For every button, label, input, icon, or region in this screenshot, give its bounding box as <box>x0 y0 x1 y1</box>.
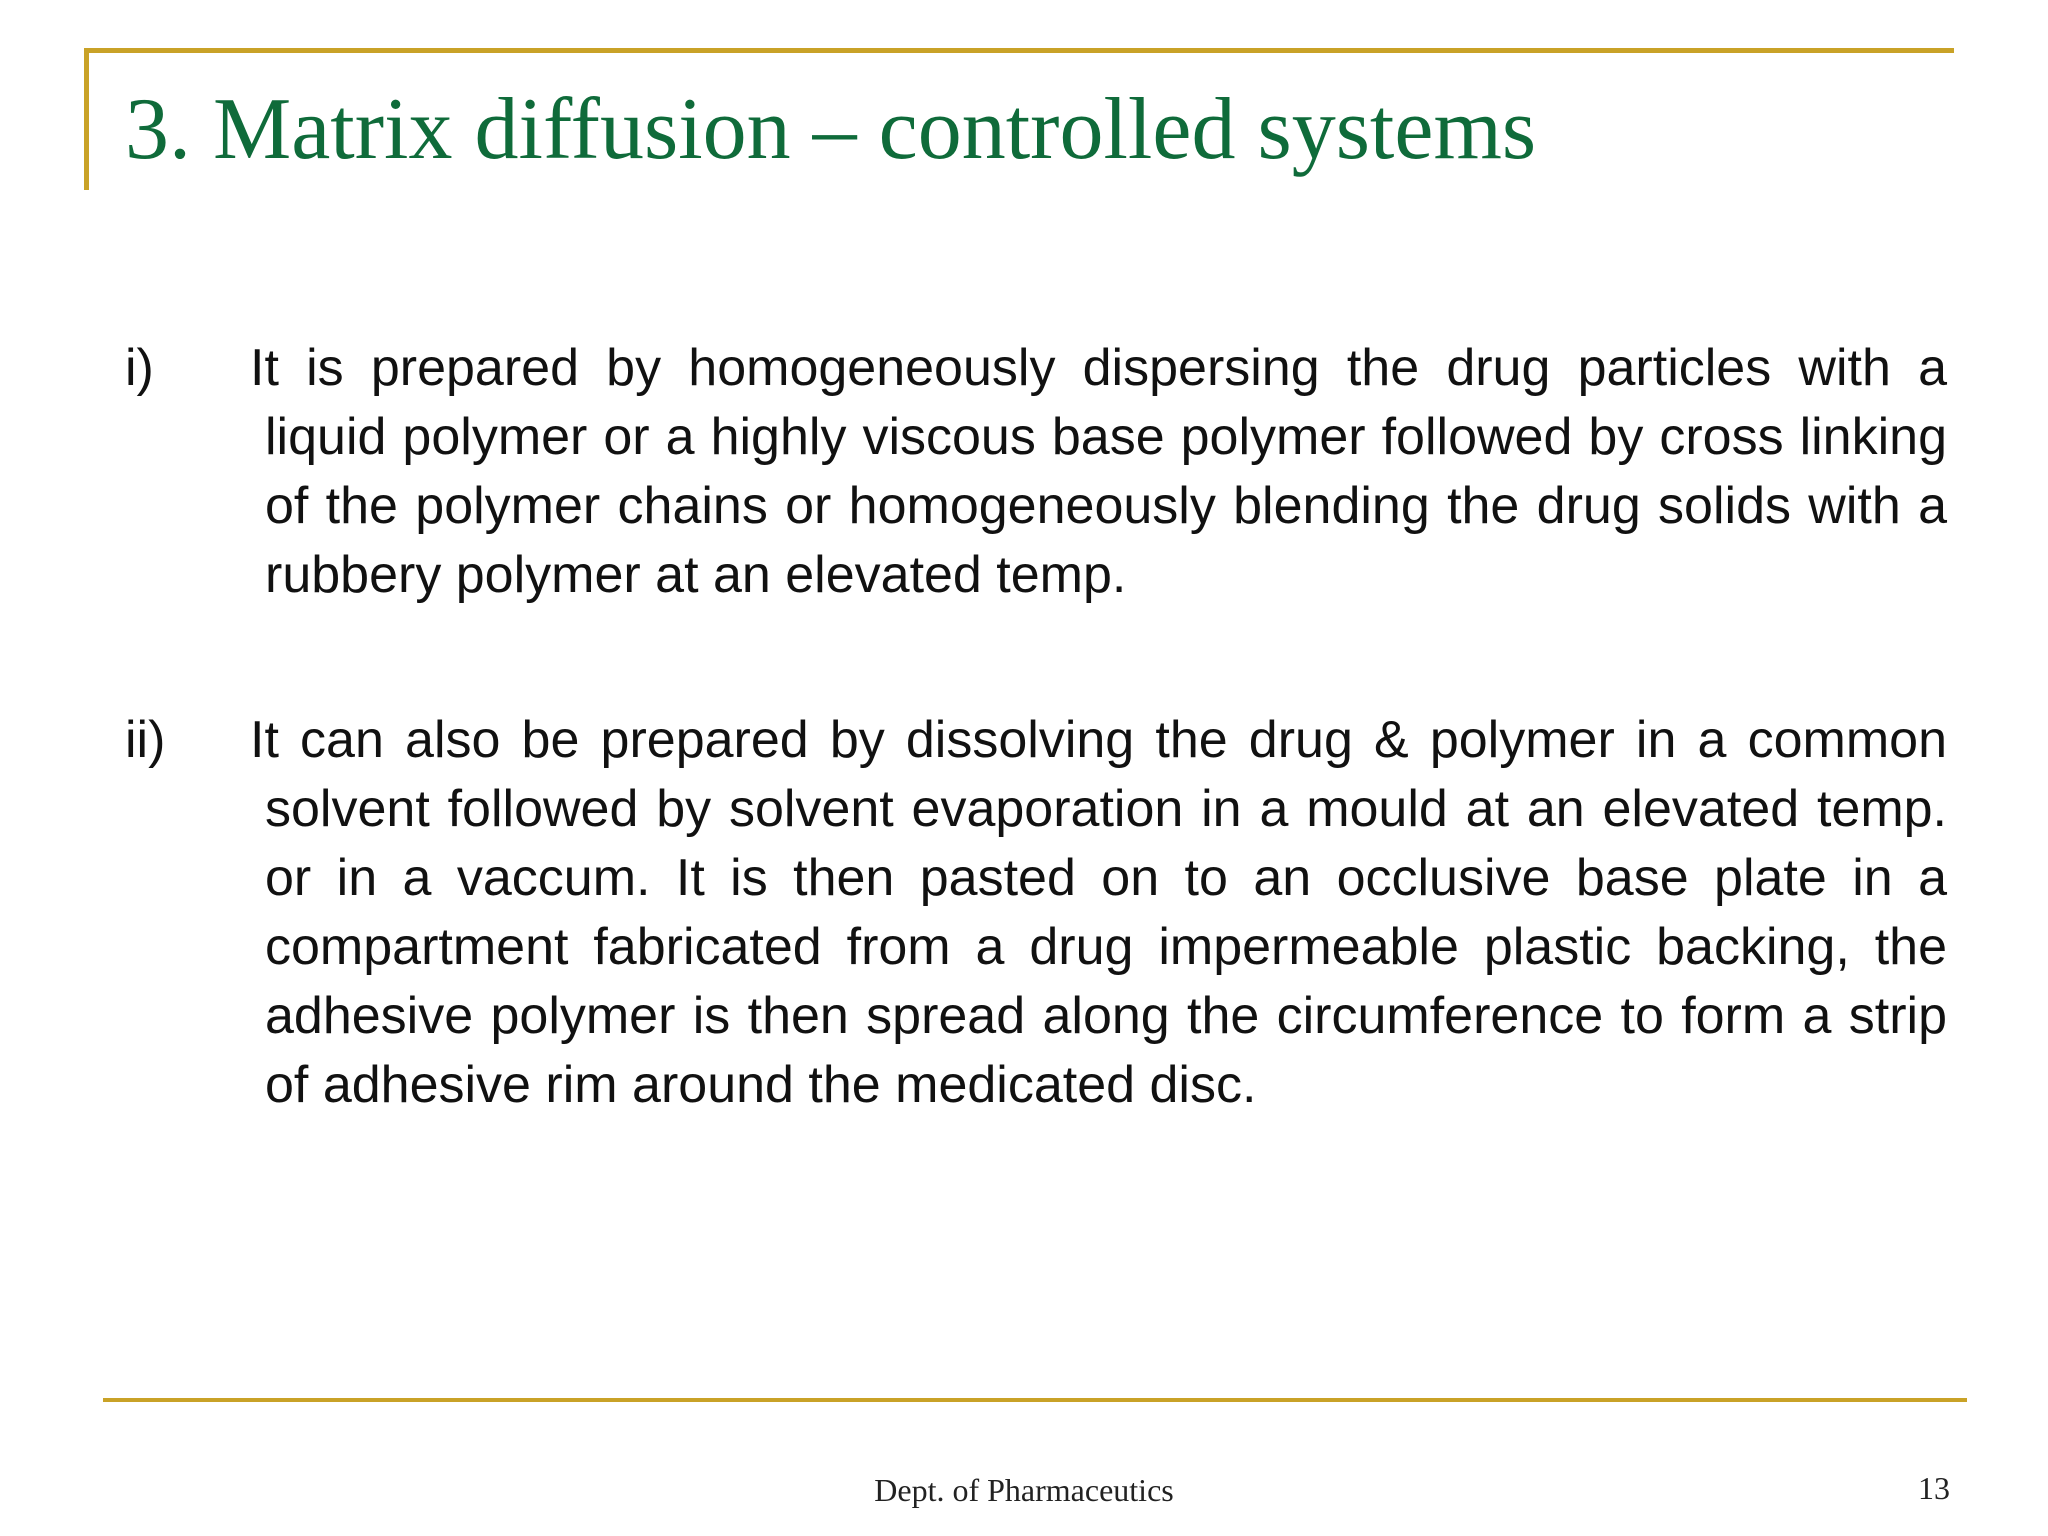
footer-text: Dept. of Pharmaceutics <box>874 1472 1174 1508</box>
list-item-text: It is prepared by homogeneously dispersing the drug particles with a liquid polymer or a highly viscous base polymer followed by cross linking of the polymer chains or homogeneously blending the drug solids with a rubbery polymer at an elevated temp. <box>250 339 1947 604</box>
footer-rule <box>103 1398 1967 1402</box>
list-marker: ii) <box>125 711 166 769</box>
list-item <box>125 334 1947 610</box>
list-item <box>125 706 1947 1120</box>
slide-title: 3. Matrix diffusion – controlled systems <box>125 81 1537 178</box>
list-marker: i) <box>125 339 154 397</box>
list-item-text: It can also be prepared by dissolving the drug & polymer in a common solvent followed by solvent evaporation in a mould at an elevated temp. or in a vaccum. It is then pasted on to an occlusive base plate in a compartment fabricated from a drug impermeable plastic backing, the adhesive polymer is then spread along the circumference to form a strip of adhesive rim around the medicated disc. <box>250 711 1947 1114</box>
title-frame-left-rule <box>84 48 89 190</box>
title-frame-top-rule <box>84 48 1954 53</box>
page-number: 13 <box>1918 1470 1950 1506</box>
